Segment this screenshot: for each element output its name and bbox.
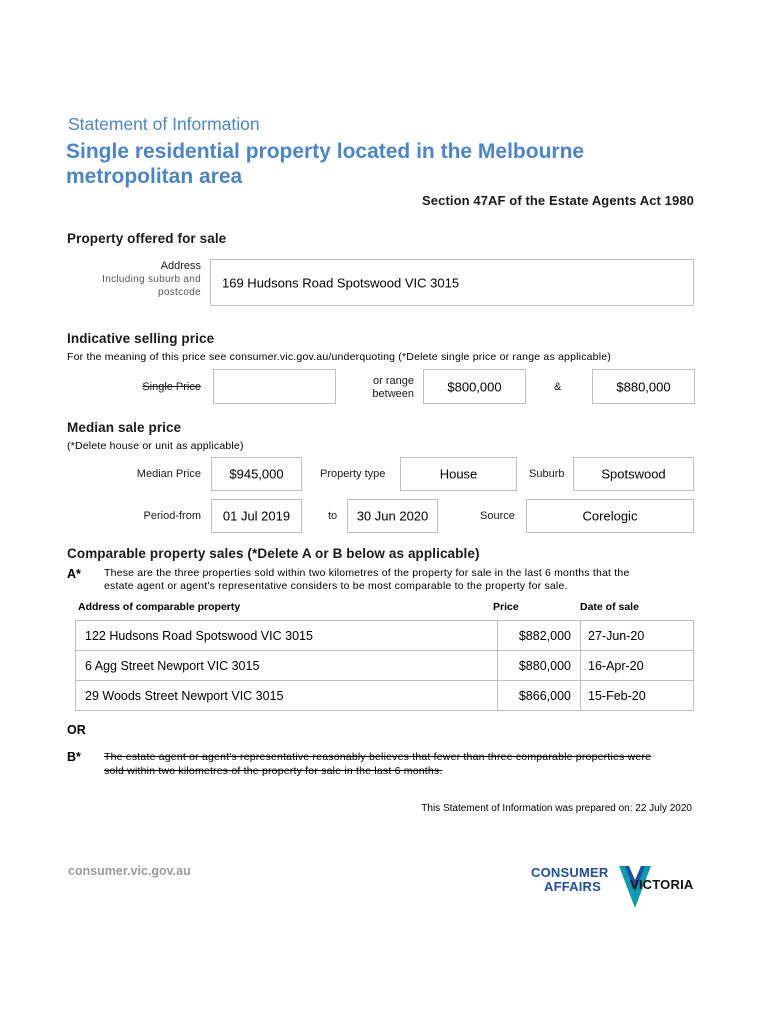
period-to-label: to: [328, 510, 338, 522]
col-header-price: Price: [493, 601, 519, 613]
source-value: Corelogic: [582, 508, 638, 524]
comparable-date[interactable]: 27-Jun-20: [581, 621, 694, 651]
address-label: [80, 260, 201, 299]
comparable-date[interactable]: 15-Feb-20: [581, 681, 694, 711]
title-line-1: Single residential property located in the Melbourne: [66, 140, 585, 163]
or-label: OR: [67, 723, 86, 737]
property-heading: Property offered for sale: [67, 231, 227, 246]
option-a-marker: A*: [67, 567, 81, 581]
document-label: Statement of Information: [68, 114, 260, 134]
range-separator: &: [554, 381, 562, 393]
median-price-field[interactable]: [211, 457, 302, 491]
address-label-sub1: Including suburb and: [102, 274, 201, 285]
median-note: (*Delete house or unit as applicable): [67, 440, 244, 452]
property-type-label: Property type: [320, 468, 386, 480]
comparable-address[interactable]: 29 Woods Street Newport VIC 3015: [76, 681, 498, 711]
option-b-marker: B*: [67, 750, 81, 764]
address-value: 169 Hudsons Road Spotswood VIC 3015: [222, 275, 460, 290]
period-from-value: 01 Jul 2019: [222, 508, 291, 524]
period-to-field[interactable]: [347, 499, 438, 533]
indicative-note: For the meaning of this price see consumer.vic.gov.au/underquoting (*Delete single price or range as applicable): [67, 351, 611, 363]
logo-text-affairs: AFFAIRS: [544, 879, 602, 894]
address-label-main: Address: [160, 260, 201, 272]
address-label-sub2: postcode: [158, 287, 201, 298]
indicative-heading: Indicative selling price: [67, 331, 215, 346]
median-price-value: $945,000: [229, 466, 284, 482]
consumer-affairs-victoria-logo: [531, 864, 701, 910]
suburb-label: Suburb: [529, 468, 565, 480]
single-price-field[interactable]: [213, 369, 336, 404]
range-low-field[interactable]: [423, 369, 526, 404]
range-high-field[interactable]: [592, 369, 695, 404]
table-row: [76, 621, 694, 651]
table-row: [76, 681, 694, 711]
option-b-text: [104, 750, 651, 778]
range-label-line2: between: [372, 388, 414, 400]
address-field[interactable]: [210, 259, 694, 306]
table-row: [76, 651, 694, 681]
source-label: Source: [480, 510, 515, 522]
single-price-label: Single Price: [142, 381, 201, 393]
range-low-value: $800,000: [447, 379, 502, 394]
comparable-price[interactable]: $880,000: [498, 651, 581, 681]
col-header-address: Address of comparable property: [78, 601, 241, 613]
footer-website: consumer.vic.gov.au: [68, 864, 191, 878]
option-a-text-line2: estate agent or agent's representative considers to be most comparable to the property for sale.: [104, 580, 568, 592]
comparable-address[interactable]: 122 Hudsons Road Spotswood VIC 3015: [76, 621, 498, 651]
median-heading: Median sale price: [67, 420, 182, 435]
comparable-heading: Comparable property sales (*Delete A or B below as applicable): [67, 546, 480, 561]
comparable-price[interactable]: $882,000: [498, 621, 581, 651]
period-from-field[interactable]: [211, 499, 302, 533]
logo-text-victoria: VICTORIA: [630, 877, 694, 892]
range-label: [352, 375, 414, 401]
source-field[interactable]: [526, 499, 694, 533]
option-a-text-line1: These are the three properties sold within two kilometres of the property for sale in the last 6 months that the: [104, 567, 630, 579]
median-price-label: Median Price: [136, 468, 201, 480]
col-header-date: Date of sale: [580, 601, 639, 613]
period-from-label: Period-from: [143, 510, 201, 522]
range-high-value: $880,000: [616, 379, 671, 394]
option-b-text-line1: The estate agent or agent's representative reasonably believes that fewer than three comparable properties were: [104, 751, 652, 763]
option-b-text-line2: sold within two kilometres of the property for sale in the last 6 months.: [104, 765, 443, 777]
logo-text-consumer: CONSUMER: [531, 865, 609, 880]
period-to-value: 30 Jun 2020: [356, 508, 429, 524]
comparable-address[interactable]: 6 Agg Street Newport VIC 3015: [76, 651, 498, 681]
comparable-sales-table: [75, 620, 694, 711]
title-line-2: metropolitan area: [66, 165, 243, 188]
prepared-date: This Statement of Information was prepared on: 22 July 2020: [421, 803, 692, 814]
property-type-value: House: [439, 466, 478, 482]
comparable-price[interactable]: $866,000: [498, 681, 581, 711]
act-reference: Section 47AF of the Estate Agents Act 1980: [422, 193, 694, 208]
comparable-date[interactable]: 16-Apr-20: [581, 651, 694, 681]
option-a-text: [104, 567, 630, 593]
document-title: [66, 139, 686, 189]
range-label-line1: or range: [373, 375, 414, 387]
suburb-field[interactable]: [573, 457, 694, 491]
suburb-value: Spotswood: [601, 466, 666, 482]
property-type-field[interactable]: [400, 457, 517, 491]
